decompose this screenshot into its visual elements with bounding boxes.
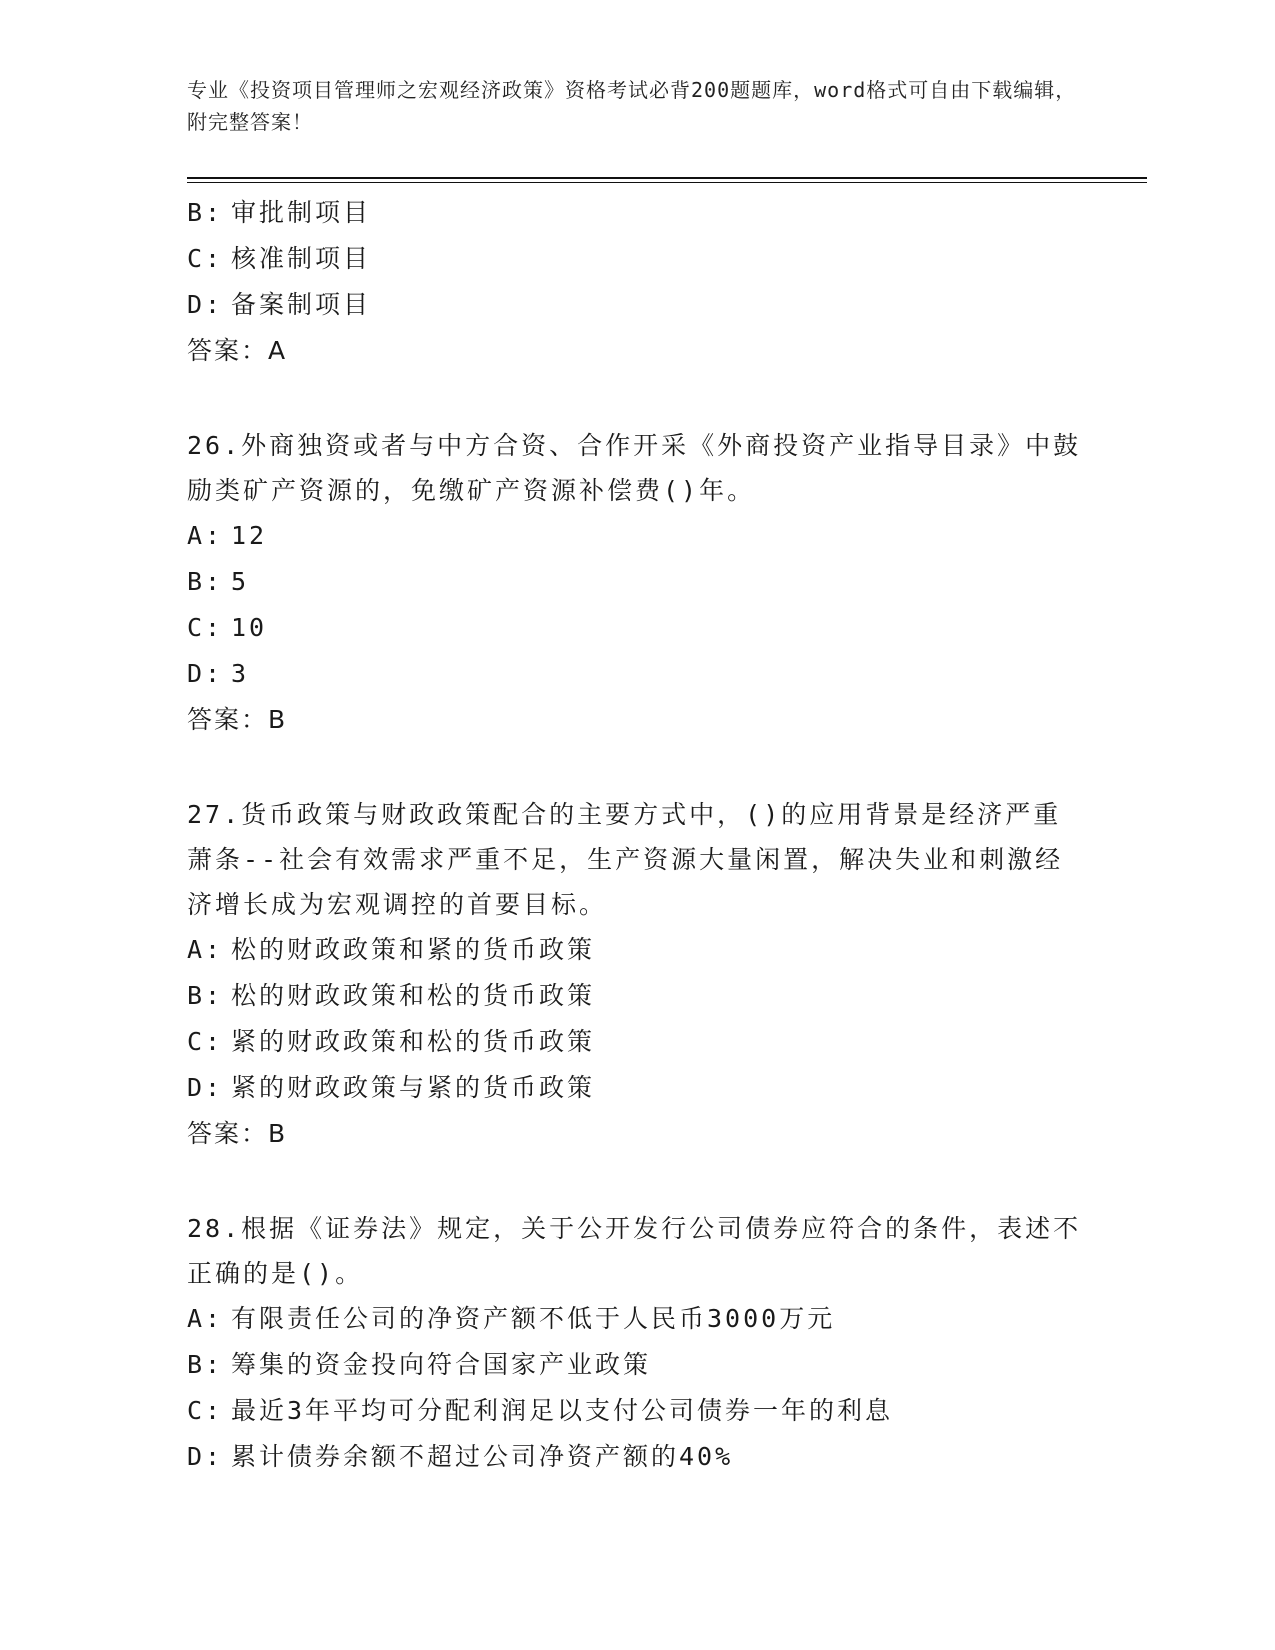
option-label: C: bbox=[187, 1396, 224, 1425]
option-text: 12 bbox=[231, 521, 268, 550]
option-text: 松的财政政策和紧的货币政策 bbox=[231, 935, 596, 964]
option-c bbox=[187, 1019, 1087, 1065]
option-d bbox=[187, 651, 1087, 697]
option-label: D: bbox=[187, 1073, 224, 1102]
option-label: D: bbox=[187, 659, 224, 688]
question-stem: 26.外商独资或者与中方合资、合作开采《外商投资产业指导目录》中鼓励类矿产资源的，免缴矿产资源补偿费()年。 bbox=[187, 431, 1082, 505]
option-label: B: bbox=[187, 1350, 224, 1379]
option-label: A: bbox=[187, 521, 224, 550]
option-a bbox=[187, 927, 1087, 973]
document-body bbox=[187, 190, 1087, 1480]
option-label: D: bbox=[187, 1442, 224, 1471]
option-text: 最近3年平均可分配利润足以支付公司债券一年的利息 bbox=[231, 1396, 894, 1425]
option-label: D: bbox=[187, 290, 224, 319]
option-a bbox=[187, 513, 1087, 559]
option-d bbox=[187, 1434, 1087, 1480]
option-text: 有限责任公司的净资产额不低于人民币3000万元 bbox=[231, 1304, 836, 1333]
option-label: A: bbox=[187, 1304, 224, 1333]
option-label: B: bbox=[187, 567, 224, 596]
option-c bbox=[187, 605, 1087, 651]
option-text: 核准制项目 bbox=[231, 244, 372, 273]
option-b bbox=[187, 559, 1087, 605]
option-text: 紧的财政政策与紧的货币政策 bbox=[231, 1073, 596, 1102]
header-rule-thin bbox=[187, 182, 1147, 183]
option-label: B: bbox=[187, 198, 224, 227]
question-28 bbox=[187, 1205, 1087, 1480]
option-c bbox=[187, 236, 1087, 282]
continued-question bbox=[187, 190, 1087, 374]
question-27 bbox=[187, 791, 1087, 1157]
answer-line: 答案：B bbox=[187, 1119, 288, 1148]
header-rule bbox=[187, 177, 1147, 179]
option-text: 备案制项目 bbox=[231, 290, 372, 319]
question-stem: 28.根据《证券法》规定，关于公开发行公司债券应符合的条件，表述不正确的是()。 bbox=[187, 1214, 1082, 1288]
option-text: 3 bbox=[231, 659, 250, 688]
option-label: C: bbox=[187, 613, 224, 642]
option-text: 筹集的资金投向符合国家产业政策 bbox=[231, 1350, 652, 1379]
question-26 bbox=[187, 422, 1087, 743]
option-text: 5 bbox=[231, 567, 250, 596]
question-stem: 27.货币政策与财政政策配合的主要方式中，()的应用背景是经济严重萧条--社会有效需求严重不足，生产资源大量闲置，解决失业和刺激经济增长成为宏观调控的首要目标。 bbox=[187, 800, 1064, 919]
option-label: A: bbox=[187, 935, 224, 964]
option-d bbox=[187, 282, 1087, 328]
option-c bbox=[187, 1388, 1087, 1434]
answer-line: 答案：B bbox=[187, 705, 288, 734]
option-text: 10 bbox=[231, 613, 268, 642]
option-a bbox=[187, 1296, 1087, 1342]
option-label: C: bbox=[187, 1027, 224, 1056]
option-b bbox=[187, 1342, 1087, 1388]
option-label: C: bbox=[187, 244, 224, 273]
option-b bbox=[187, 973, 1087, 1019]
page-header: 专业《投资项目管理师之宏观经济政策》资格考试必背200题题库，word格式可自由下载编辑，附完整答案！ bbox=[187, 78, 1077, 134]
option-d bbox=[187, 1065, 1087, 1111]
option-b bbox=[187, 190, 1087, 236]
option-text: 审批制项目 bbox=[231, 198, 372, 227]
option-text: 紧的财政政策和松的货币政策 bbox=[231, 1027, 596, 1056]
option-label: B: bbox=[187, 981, 224, 1010]
option-text: 松的财政政策和松的货币政策 bbox=[231, 981, 596, 1010]
option-text: 累计债券余额不超过公司净资产额的40% bbox=[231, 1442, 734, 1471]
answer-line: 答案：A bbox=[187, 336, 288, 365]
